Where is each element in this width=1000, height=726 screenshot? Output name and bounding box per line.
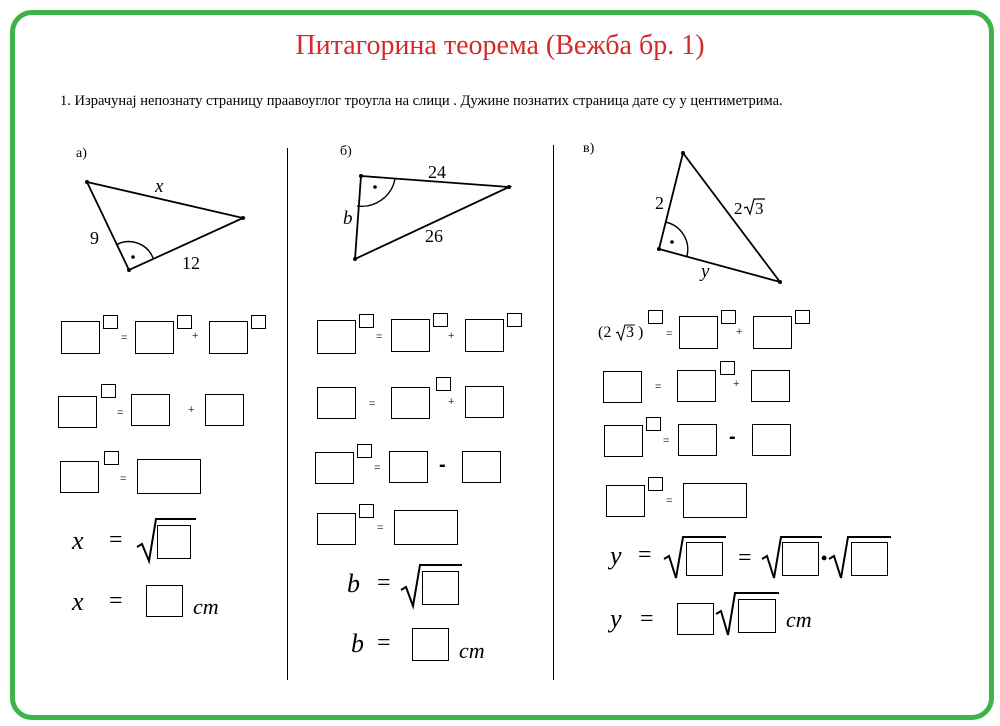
a-row5-var: x — [72, 587, 84, 616]
triangle-b-leg2-label: b — [343, 208, 353, 229]
b-row1-plus: + — [448, 330, 455, 342]
triangle-a-leg1-label: 9 — [90, 228, 99, 248]
c-row5-var: y — [610, 541, 622, 570]
part-b-label: б) — [340, 144, 352, 159]
a-row3-eq: = — [120, 473, 127, 485]
triangle-c-hyp-rad: 3 — [755, 199, 764, 218]
triangle-b-leg1-label: 24 — [428, 162, 446, 182]
triangle-c-hyp-coef: 2 — [734, 199, 743, 218]
c-row1-term-coef: (2 — [598, 324, 612, 341]
c-row6-sqrt-box[interactable] — [738, 599, 776, 633]
c-row2-eq: = — [655, 381, 662, 393]
a-row5-eq: = — [109, 588, 123, 614]
c-row2-plus: + — [733, 378, 740, 390]
b-row3-minus: - — [439, 454, 446, 476]
b-row6-eq: = — [377, 630, 391, 656]
b-row5-eq: = — [377, 570, 391, 596]
c-row3-eq: = — [663, 435, 670, 447]
page-title: Питагорина теорема (Вежба бр. 1) — [295, 30, 705, 61]
a-row4-var: x — [72, 526, 84, 555]
c-row6-eq: = — [640, 606, 654, 632]
b-row1-eq: = — [376, 331, 383, 343]
triangle-a-leg2-label: 12 — [182, 253, 200, 273]
c-row1-term-rad: 3 — [626, 324, 634, 341]
c-row5-eq1: = — [638, 542, 652, 568]
b-row2-plus: + — [448, 396, 455, 408]
c-row1-plus: + — [736, 326, 743, 338]
b-unit: cm — [459, 638, 485, 663]
b-row4-eq: = — [377, 522, 384, 534]
a-row2-plus: + — [188, 404, 195, 416]
c-row1-eq: = — [666, 328, 673, 340]
c-row6-var: y — [610, 604, 622, 633]
a-row1-eq: = — [121, 332, 128, 344]
c-unit: cm — [786, 607, 812, 632]
c-row1-term-close: ) — [638, 324, 644, 341]
triangle-a-hyp-label: x — [155, 176, 164, 197]
a-unit: cm — [193, 594, 219, 619]
c-row5-eq2: = — [738, 545, 752, 571]
a-row2-eq: = — [117, 407, 124, 419]
part-c-label: в) — [583, 141, 595, 156]
task-instruction: 1. Израчунај непознату страницу праавоуглог троугла на слици . Дужине познатих страница дате су у центиметрима. — [60, 93, 783, 109]
a-row1-plus: + — [192, 330, 199, 342]
b-row5-var: b — [347, 569, 360, 598]
triangle-c-leg2-label: y — [701, 261, 710, 282]
a-row4-eq: = — [109, 527, 123, 553]
b-row3-eq: = — [374, 462, 381, 474]
c-row3-minus: - — [729, 426, 736, 448]
b-row6-var: b — [351, 629, 364, 658]
c-row5-dot: • — [821, 548, 828, 568]
b-row2-eq: = — [369, 398, 376, 410]
c-row4-eq: = — [666, 495, 673, 507]
part-a-label: а) — [76, 146, 87, 161]
triangle-b-hyp-label: 26 — [425, 226, 443, 246]
triangle-c-leg1-label: 2 — [655, 193, 664, 213]
